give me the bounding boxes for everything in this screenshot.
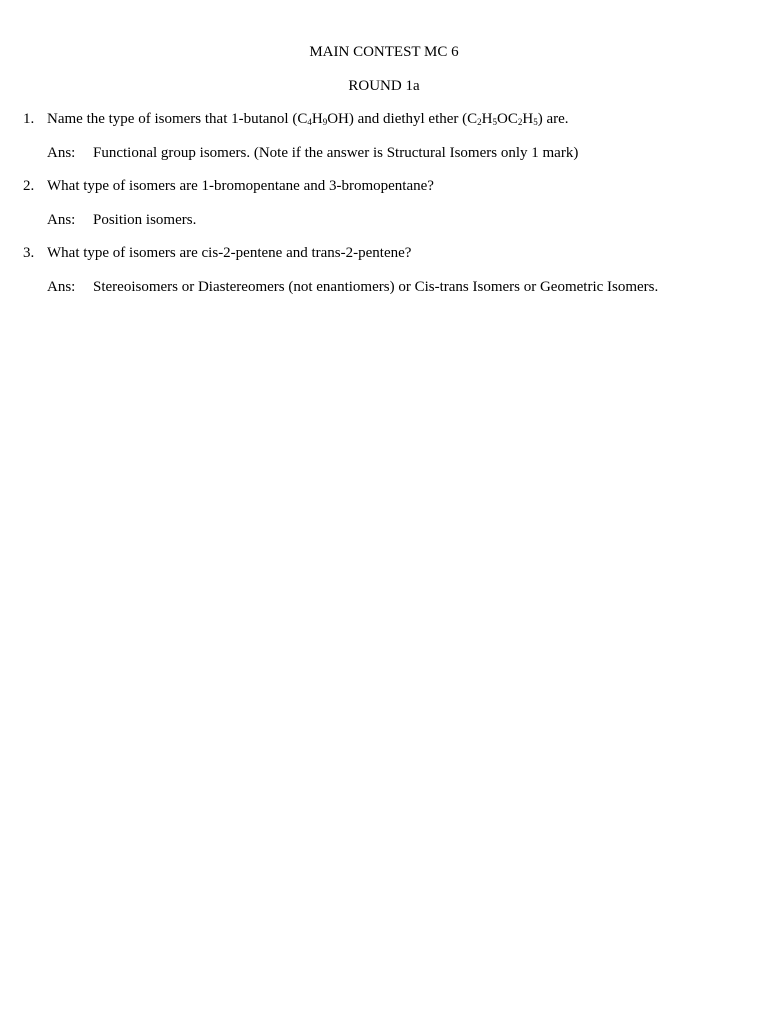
answer-2-text: Position isomers.: [93, 212, 197, 228]
question-2-number: 2.: [23, 178, 35, 194]
question-1-number: 1.: [23, 111, 35, 127]
question-3-text: What type of isomers are cis-2-pentene and trans-2-pentene?: [47, 245, 412, 261]
answer-2-label: Ans:: [47, 212, 76, 228]
round-label: ROUND 1a: [348, 78, 420, 94]
question-3-number: 3.: [23, 245, 35, 261]
question-2-text: What type of isomers are 1-bromopentane and 3-bromopentane?: [47, 178, 434, 194]
answer-3-label: Ans:: [47, 279, 76, 295]
answer-1-label: Ans:: [47, 145, 76, 161]
answer-3-text: Stereoisomers or Diastereomers (not enantiomers) or Cis-trans Isomers or Geometric Isomers.: [93, 279, 659, 295]
document-title: MAIN CONTEST MC 6: [309, 44, 459, 60]
answer-1-text: Functional group isomers. (Note if the answer is Structural Isomers only 1 mark): [93, 145, 579, 161]
question-1-text: Name the type of isomers that 1-butanol $(C_4H_9OH)$ and diethyl ether $(C_2H_5OC_2H_5)$ are.: [47, 111, 569, 127]
